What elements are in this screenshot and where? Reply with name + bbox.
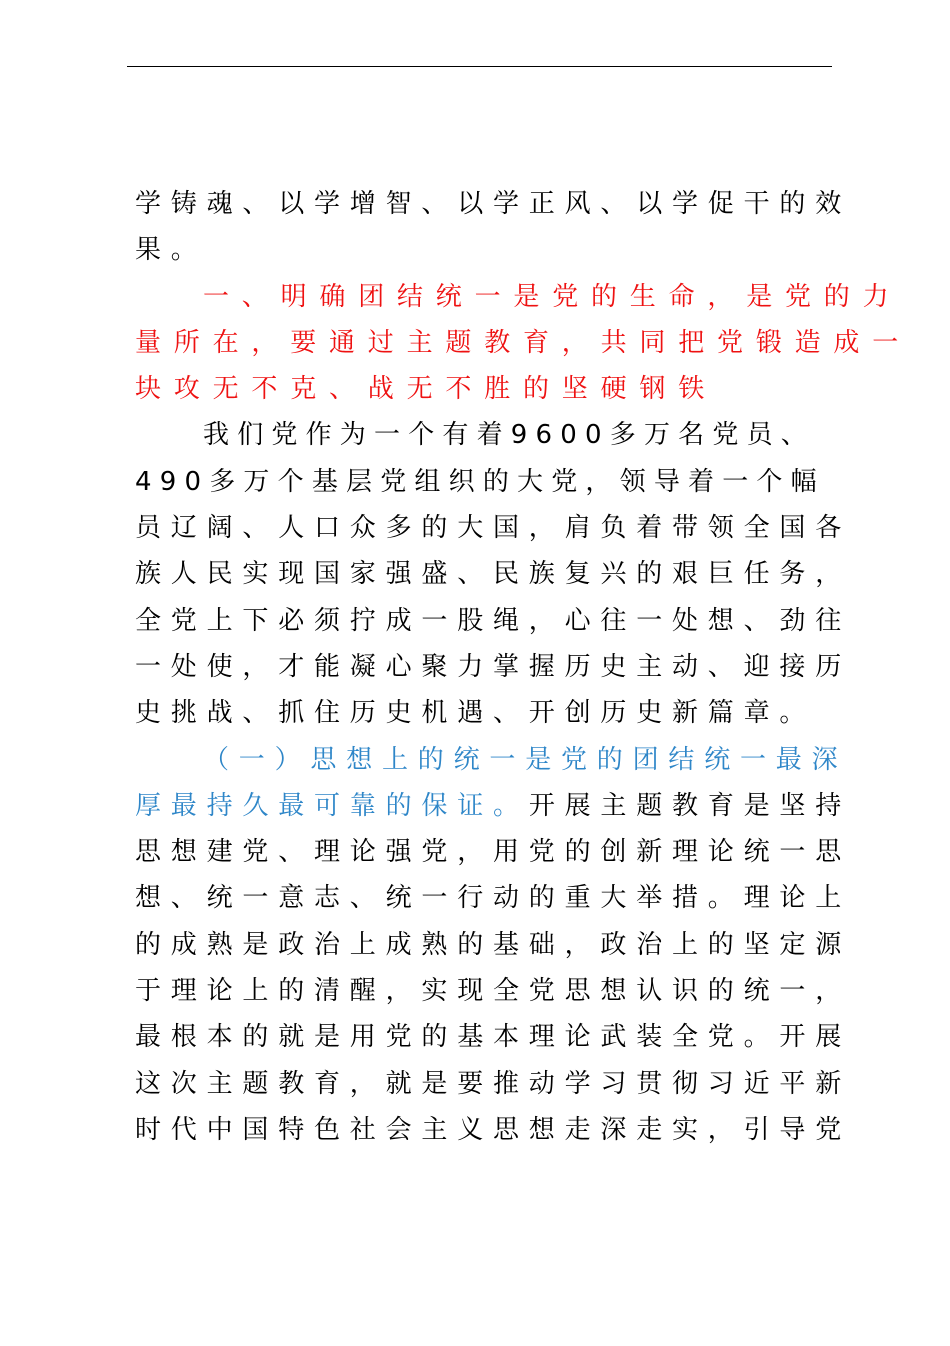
body-line: 果。: [135, 235, 207, 266]
paragraph-line: 思想建党、理论强党，用党的创新理论统一思: [135, 837, 852, 868]
paragraph-line: 的成熟是政治上成熟的基础，政治上的坚定源: [135, 929, 852, 960]
header-rule: [127, 66, 832, 67]
paragraph-line: 我们党作为一个有着9600多万名党员、: [203, 420, 815, 451]
paragraph-line: 族人民实现国家强盛、民族复兴的艰巨任务，: [135, 559, 852, 590]
paragraph-text: 开展主题教育是坚持: [528, 790, 852, 821]
paragraph-line: 于理论上的清醒，实现全党思想认识的统一，: [135, 976, 852, 1007]
paragraph-line: 全党上下必须拧成一股绳，心往一处想、劲往: [135, 605, 852, 636]
paragraph-line: 一处使，才能凝心聚力掌握历史主动、迎接历: [135, 651, 852, 682]
paragraph-line: 员辽阔、人口众多的大国，肩负着带领全国各: [135, 513, 852, 544]
section-heading-line: 量所在，要通过主题教育，共同把党锻造成一: [135, 327, 912, 358]
body-line: 学铸魂、以学增智、以学正风、以学促干的效: [135, 189, 852, 219]
section-heading-line: 块攻无不克、战无不胜的坚硬钢铁: [135, 374, 718, 405]
section-heading-line: 一、明确团结统一是党的生命，是党的力: [203, 281, 902, 312]
subsection-heading-line: （一）思想上的统一是党的团结统一最深: [203, 744, 848, 775]
subsection-heading-tail: 厚最持久最可靠的保证。: [135, 790, 529, 821]
paragraph-line: 史挑战、抓住历史机遇、开创历史新篇章。: [135, 698, 816, 729]
paragraph-line: 490多万个基层党组织的大党，领导着一个幅: [135, 466, 825, 497]
document-body: [135, 181, 912, 1153]
paragraph-line: 这次主题教育，就是要推动学习贯彻习近平新: [135, 1068, 852, 1099]
paragraph-line: 最根本的就是用党的基本理论武装全党。开展: [135, 1022, 852, 1053]
mixed-line: [135, 783, 852, 829]
paragraph-line: 想、统一意志、统一行动的重大举措。理论上: [135, 883, 852, 914]
paragraph-line: 时代中国特色社会主义思想走深走实，引导党: [135, 1114, 852, 1145]
